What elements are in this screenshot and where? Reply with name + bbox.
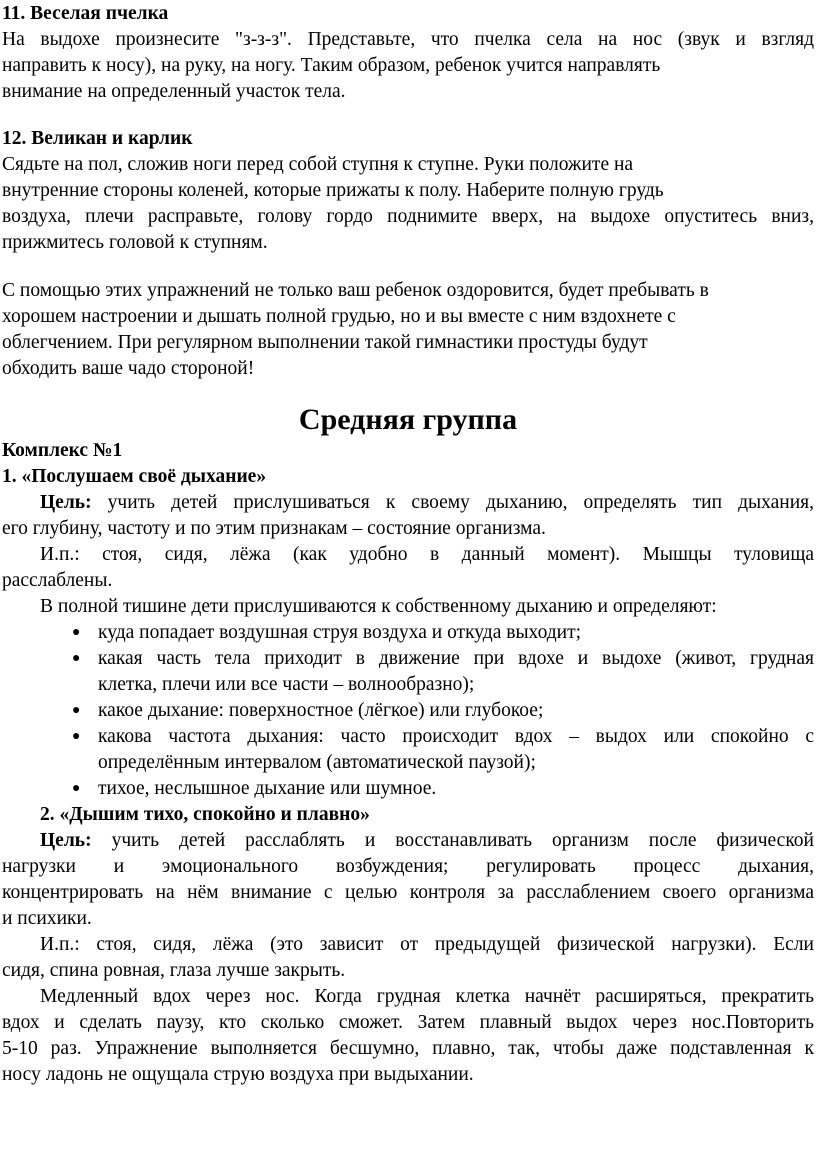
exercise-2-goal (40, 828, 814, 853)
exercise-2-body-line: вдох и сделать паузу, кто сколько сможет. Затем плавный выдох через нос.Повторить (2, 1012, 814, 1033)
exercise-2-body: Медленный вдох через нос. Когда грудная клетка начнёт расширяться, прекратить (40, 986, 814, 1007)
bullet-item-cont: клетка, плечи или все части – волнообразно); (98, 674, 475, 695)
exercise-2-body-line: 5-10 раз. Упражнение выполняется бесшумно, плавно, так, чтобы даже подставленная к (2, 1038, 814, 1059)
section-12-line: внутренние стороны коленей, которые прижаты к полу. Наберите полную грудь (2, 180, 664, 201)
exercise-2-goal-line: нагрузки и эмоционального возбуждения; регулировать процесс дыхания, (2, 856, 814, 877)
bullet-icon: ● (72, 781, 81, 796)
exercise-2-ip-line: сидя, спина ровная, глаза лучше закрыть. (2, 960, 346, 981)
exercise-1-intro: В полной тишине дети прислушиваются к собственному дыханию и определяют: (40, 596, 717, 617)
exercise-2-title: 2. «Дышим тихо, спокойно и плавно» (40, 804, 370, 825)
bullet-icon: ● (72, 703, 81, 718)
section-11-title: 11. Веселая пчелка (2, 3, 169, 24)
section-12-line: прижмитесь головой к ступням. (2, 232, 268, 253)
exercise-1-ip-line: расслаблены. (2, 570, 113, 591)
section-12-line: Сядьте на пол, сложив ноги перед собой ступня к ступне. Руки положите на (2, 154, 634, 175)
bullet-item: куда попадает воздушная струя воздуха и откуда выходит; (98, 622, 582, 643)
exercise-2-goal-line: концентрировать на нём внимание с целью контроля за расслаблением своего организма (2, 882, 814, 903)
bullet-icon: ● (72, 625, 81, 640)
bullet-icon: ● (72, 651, 81, 666)
exercise-1-ip: И.п.: стоя, сидя, лёжа (как удобно в данный момент). Мышцы туловища (40, 544, 814, 565)
bullet-item: тихое, неслышное дыхание или шумное. (98, 778, 437, 799)
exercise-2-body-line: носу ладонь не ощущала струю воздуха при выдыхании. (2, 1064, 474, 1085)
exercise-2-ip: И.п.: стоя, сидя, лёжа (это зависит от предыдущей физической нагрузки). Если (40, 934, 814, 955)
bullet-item: какое дыхание: поверхностное (лёгкое) или глубокое; (98, 700, 544, 721)
section-11-line: внимание на определенный участок тела. (2, 81, 346, 102)
goal-text: учить детей расслаблять и восстанавливать организм после физической (91, 830, 814, 851)
exercise-2-goal-line: и психики. (2, 908, 92, 929)
exercise-1-goal (40, 490, 814, 515)
conclusion-line: обходить ваше чадо стороной! (2, 358, 255, 379)
complex-heading: Комплекс №1 (2, 440, 123, 461)
exercise-1-title: 1. «Послушаем своё дыхание» (2, 466, 267, 487)
goal-label: Цель: (40, 830, 92, 851)
conclusion-line: облегчением. При регулярном выполнении такой гимнастики простуды будут (2, 332, 648, 353)
section-12-line: воздуха, плечи расправьте, голову гордо поднимите вверх, на выдохе опуститесь вниз, (2, 206, 814, 227)
conclusion-line: С помощью этих упражнений не только ваш ребенок оздоровится, будет пребывать в (2, 280, 709, 301)
exercise-1-goal-line: его глубину, частоту и по этим признакам – состояние организма. (2, 518, 546, 539)
bullet-item: какая часть тела приходит в движение при вдохе и выдохе (живот, грудная (98, 648, 814, 669)
group-heading: Средняя группа (298, 403, 518, 436)
goal-label: Цель: (40, 492, 92, 513)
bullet-item-cont: определённым интервалом (автоматической паузой); (98, 752, 536, 773)
goal-text: учить детей прислушиваться к своему дыханию, определять тип дыхания, (91, 492, 814, 513)
bullet-icon: ● (72, 729, 81, 744)
section-12-title: 12. Великан и карлик (2, 128, 193, 149)
conclusion-line: хорошем настроении и дышать полной грудью, но и вы вместе с ним вздохнете с (2, 306, 676, 327)
bullet-item: какова частота дыхания: часто происходит вдох – выдох или спокойно с (98, 726, 814, 747)
section-11-line: На выдохе произнесите "з-з-з". Представьте, что пчелка села на нос (звук и взгляд (2, 29, 814, 50)
section-11-line: направить к носу), на руку, на ногу. Таким образом, ребенок учится направлять (2, 55, 661, 76)
